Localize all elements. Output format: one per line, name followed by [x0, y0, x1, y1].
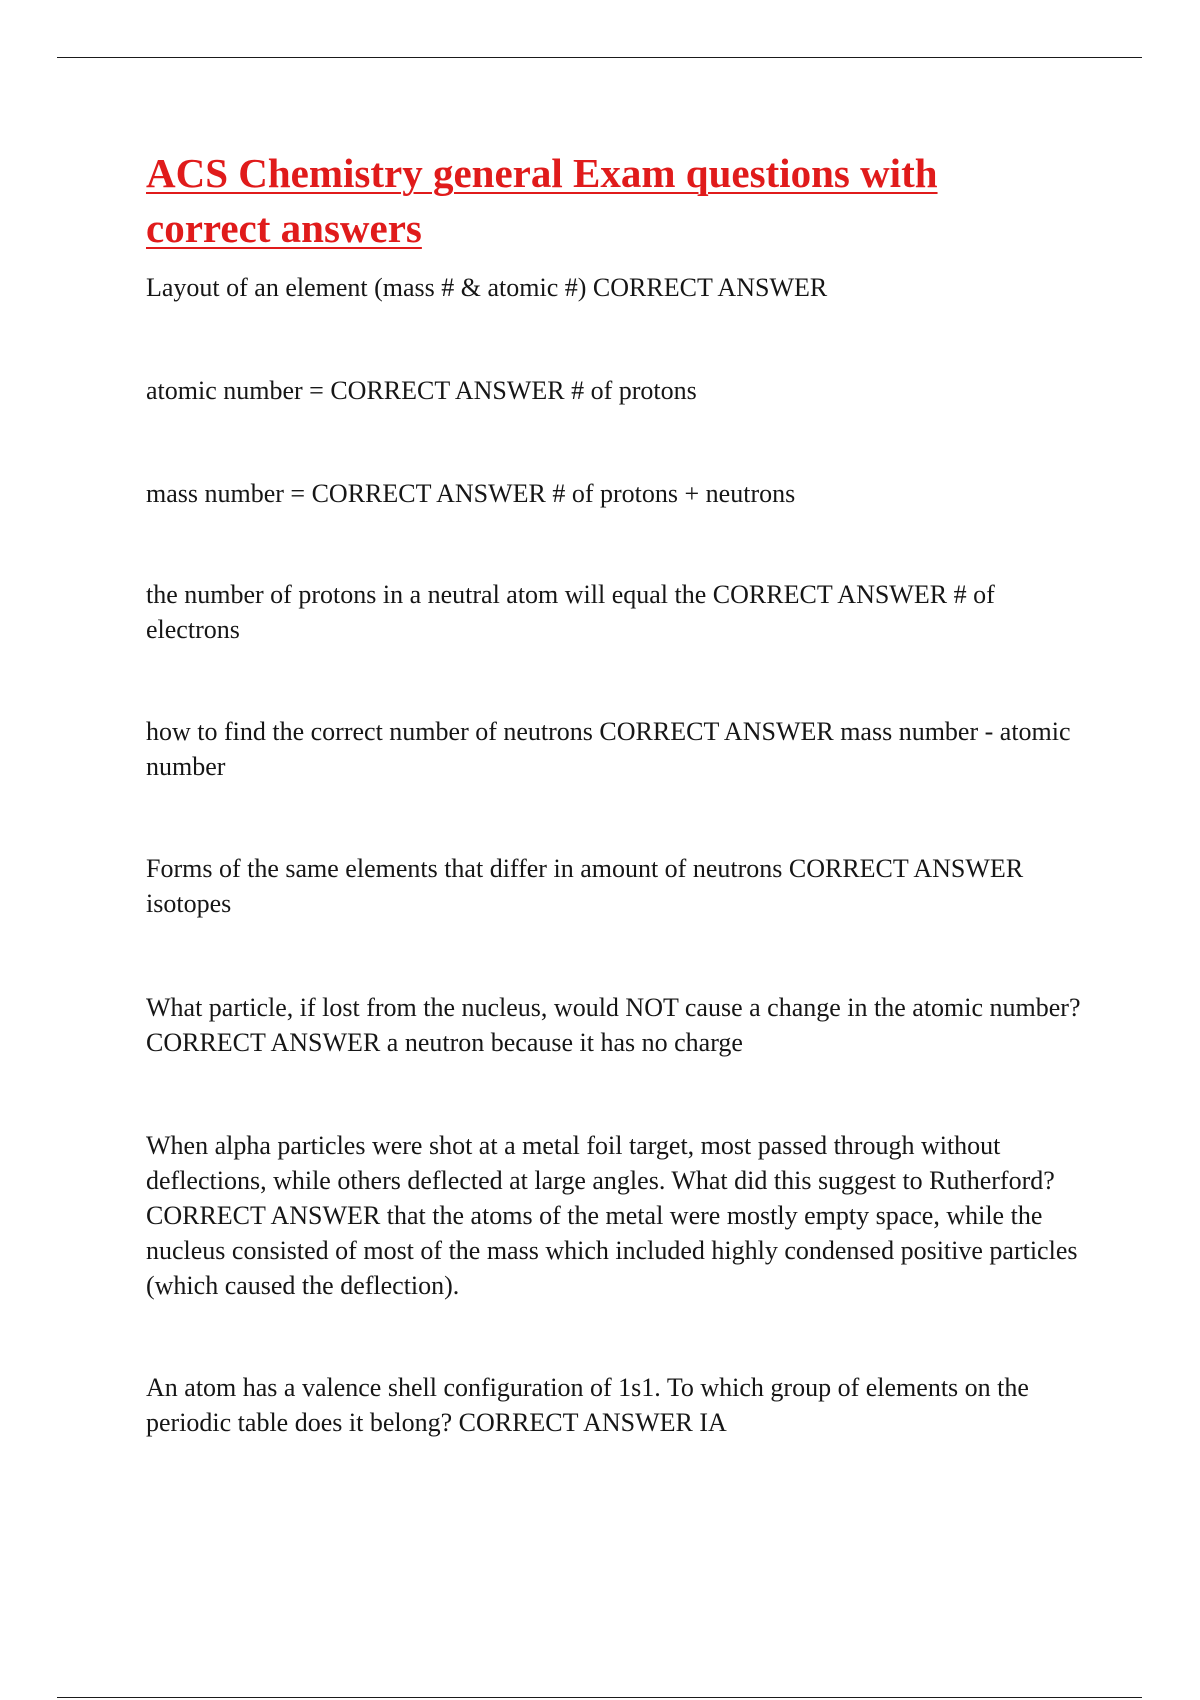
header-rule — [57, 57, 1142, 58]
footer-rule — [57, 1697, 1142, 1698]
qa-item-3: mass number = CORRECT ANSWER # of protons + neutrons — [146, 479, 796, 508]
qa-item-2: atomic number = CORRECT ANSWER # of protons — [146, 376, 697, 405]
qa-item-9: An atom has a valence shell configuration of 1s1. To which group of elements on the periodic table does it belong? CORRECT ANSWER IA — [146, 1373, 1029, 1437]
qa-item-1: Layout of an element (mass # & atomic #) CORRECT ANSWER — [146, 273, 828, 302]
qa-item-4: the number of protons in a neutral atom will equal the CORRECT ANSWER # of electrons — [146, 580, 995, 644]
document-title: ACS Chemistry general Exam questions with correct answers — [146, 150, 938, 251]
qa-item-8: When alpha particles were shot at a metal foil target, most passed through without deflections, while others deflected at large angles. What did this suggest to Rutherford? CORRECT ANSWER that the atoms of the metal were mostly empty space, while the nucleus consisted of most of the mass which included highly condensed positive particles (which caused the deflection). — [146, 1131, 1078, 1300]
qa-item-6: Forms of the same elements that differ in amount of neutrons CORRECT ANSWER isotopes — [146, 854, 1024, 918]
qa-item-7: What particle, if lost from the nucleus, would NOT cause a change in the atomic number? CORRECT ANSWER a neutron because it has no charge — [146, 993, 1081, 1057]
qa-item-5: how to find the correct number of neutrons CORRECT ANSWER mass number - atomic number — [146, 717, 1071, 781]
